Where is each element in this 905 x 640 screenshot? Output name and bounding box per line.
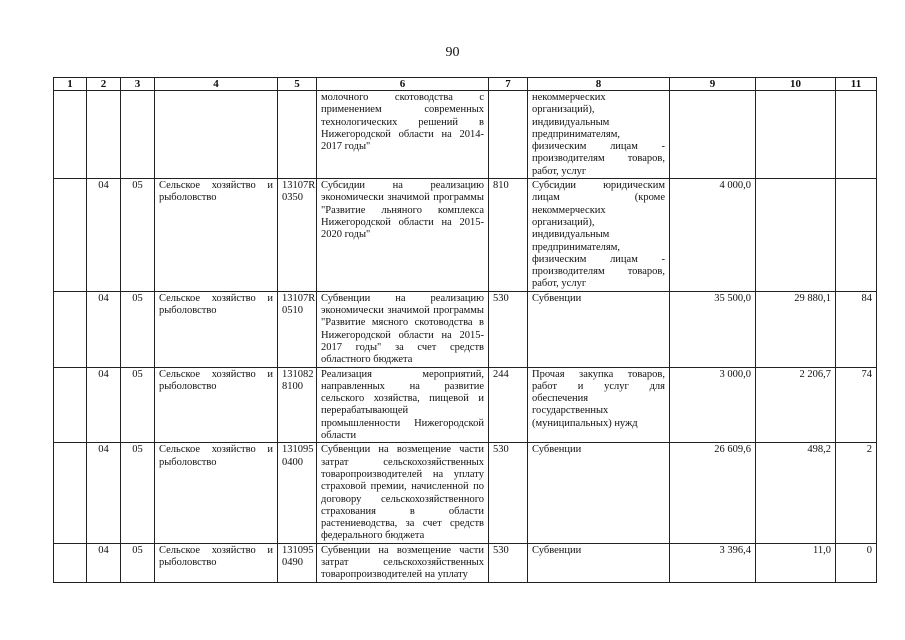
cell-expense-type-name: Субсидии юридическим лицам (кроме некоммерческих организаций), индивидуальным предпринимателям, физическим лицам - производителям товаров, работ, услуг [528,179,670,292]
cell-subsection: 05 [121,443,155,543]
cell-expense-type-name: некоммерческих организаций), индивидуальным предпринимателям, физическим лицам - производителям товаров, работ, услуг [528,91,670,179]
cell-expense-type-name: Субвенции [528,291,670,367]
table-row [54,367,877,443]
cell-section: 04 [87,543,121,582]
table-row [54,91,877,179]
cell-planned-amount: 35 500,0 [670,291,756,367]
header-cell: 5 [278,78,317,91]
cell-section-name: Сельское хозяйство и рыболовство [155,443,278,543]
header-cell: 8 [528,78,670,91]
header-cell: 10 [756,78,836,91]
cell-percent: 84 [836,291,877,367]
cell-section: 04 [87,367,121,443]
header-cell: 9 [670,78,756,91]
cell-target-article: 131095 0400 [278,443,317,543]
cell-col1 [54,91,87,179]
cell-section: 04 [87,179,121,292]
cell-planned-amount [670,91,756,179]
cell-expense-type-name: Прочая закупка товаров, работ и услуг для обеспечения государственных (муниципальных) нужд [528,367,670,443]
cell-description: Субвенции на реализацию экономически значимой программы "Развитие мясного скотоводства в Нижегородской области на 2015-2017 годы" за счет средств областного бюджета [317,291,489,367]
cell-section-name: Сельское хозяйство и рыболовство [155,367,278,443]
header-cell: 6 [317,78,489,91]
header-cell: 4 [155,78,278,91]
header-cell: 2 [87,78,121,91]
cell-percent [836,91,877,179]
cell-section-name [155,91,278,179]
cell-actual-amount: 29 880,1 [756,291,836,367]
cell-col1 [54,367,87,443]
cell-expense-type-name: Субвенции [528,443,670,543]
cell-section-name: Сельское хозяйство и рыболовство [155,179,278,292]
cell-expense-type-name: Субвенции [528,543,670,582]
header-cell: 11 [836,78,877,91]
cell-actual-amount: 498,2 [756,443,836,543]
cell-percent: 2 [836,443,877,543]
cell-percent: 74 [836,367,877,443]
budget-table [53,77,877,583]
header-cell: 1 [54,78,87,91]
cell-section-name: Сельское хозяйство и рыболовство [155,291,278,367]
cell-subsection: 05 [121,367,155,443]
cell-actual-amount: 11,0 [756,543,836,582]
cell-section [87,91,121,179]
table-row [54,543,877,582]
cell-planned-amount: 26 609,6 [670,443,756,543]
cell-planned-amount: 3 000,0 [670,367,756,443]
cell-col1 [54,543,87,582]
header-row [54,78,877,91]
cell-description: молочного скотоводства с применением современных технологических решений в Нижегородской области на 2014-2017 годы" [317,91,489,179]
cell-target-article: 13107R 0350 [278,179,317,292]
cell-subsection: 05 [121,291,155,367]
page-number: 90 [445,45,460,60]
cell-subsection [121,91,155,179]
cell-section-name: Сельское хозяйство и рыболовство [155,543,278,582]
cell-expense-type [489,91,528,179]
cell-percent [836,179,877,292]
cell-expense-type: 530 [489,291,528,367]
cell-expense-type: 244 [489,367,528,443]
table-row [54,291,877,367]
cell-description: Реализация мероприятий, направленных на развитие сельского хозяйства, пищевой и перерабатывающей промышленности Нижегородской области [317,367,489,443]
cell-expense-type: 530 [489,443,528,543]
cell-target-article: 13107R 0510 [278,291,317,367]
cell-expense-type: 530 [489,543,528,582]
cell-expense-type: 810 [489,179,528,292]
header-cell: 3 [121,78,155,91]
cell-col1 [54,443,87,543]
cell-section: 04 [87,291,121,367]
cell-description: Субвенции на возмещение части затрат сельскохозяйственных товаропроизводителей на уплату страховой премии, начисленной по договору сельскохозяйственного страхования в области растениеводства, за счет средств федерального бюджета [317,443,489,543]
cell-actual-amount [756,91,836,179]
cell-percent: 0 [836,543,877,582]
cell-subsection: 05 [121,543,155,582]
cell-target-article: 131095 0490 [278,543,317,582]
cell-col1 [54,179,87,292]
cell-planned-amount: 3 396,4 [670,543,756,582]
cell-actual-amount: 2 206,7 [756,367,836,443]
table-row [54,443,877,543]
cell-section: 04 [87,443,121,543]
cell-description: Субсидии на реализацию экономически значимой программы "Развитие льняного комплекса Нижегородской области на 2015-2020 годы" [317,179,489,292]
cell-planned-amount: 4 000,0 [670,179,756,292]
cell-target-article: 131082 8100 [278,367,317,443]
header-cell: 7 [489,78,528,91]
table-row [54,179,877,292]
cell-subsection: 05 [121,179,155,292]
cell-target-article [278,91,317,179]
cell-col1 [54,291,87,367]
cell-actual-amount [756,179,836,292]
cell-description: Субвенции на возмещение части затрат сельскохозяйственных товаропроизводителей на уплату [317,543,489,582]
